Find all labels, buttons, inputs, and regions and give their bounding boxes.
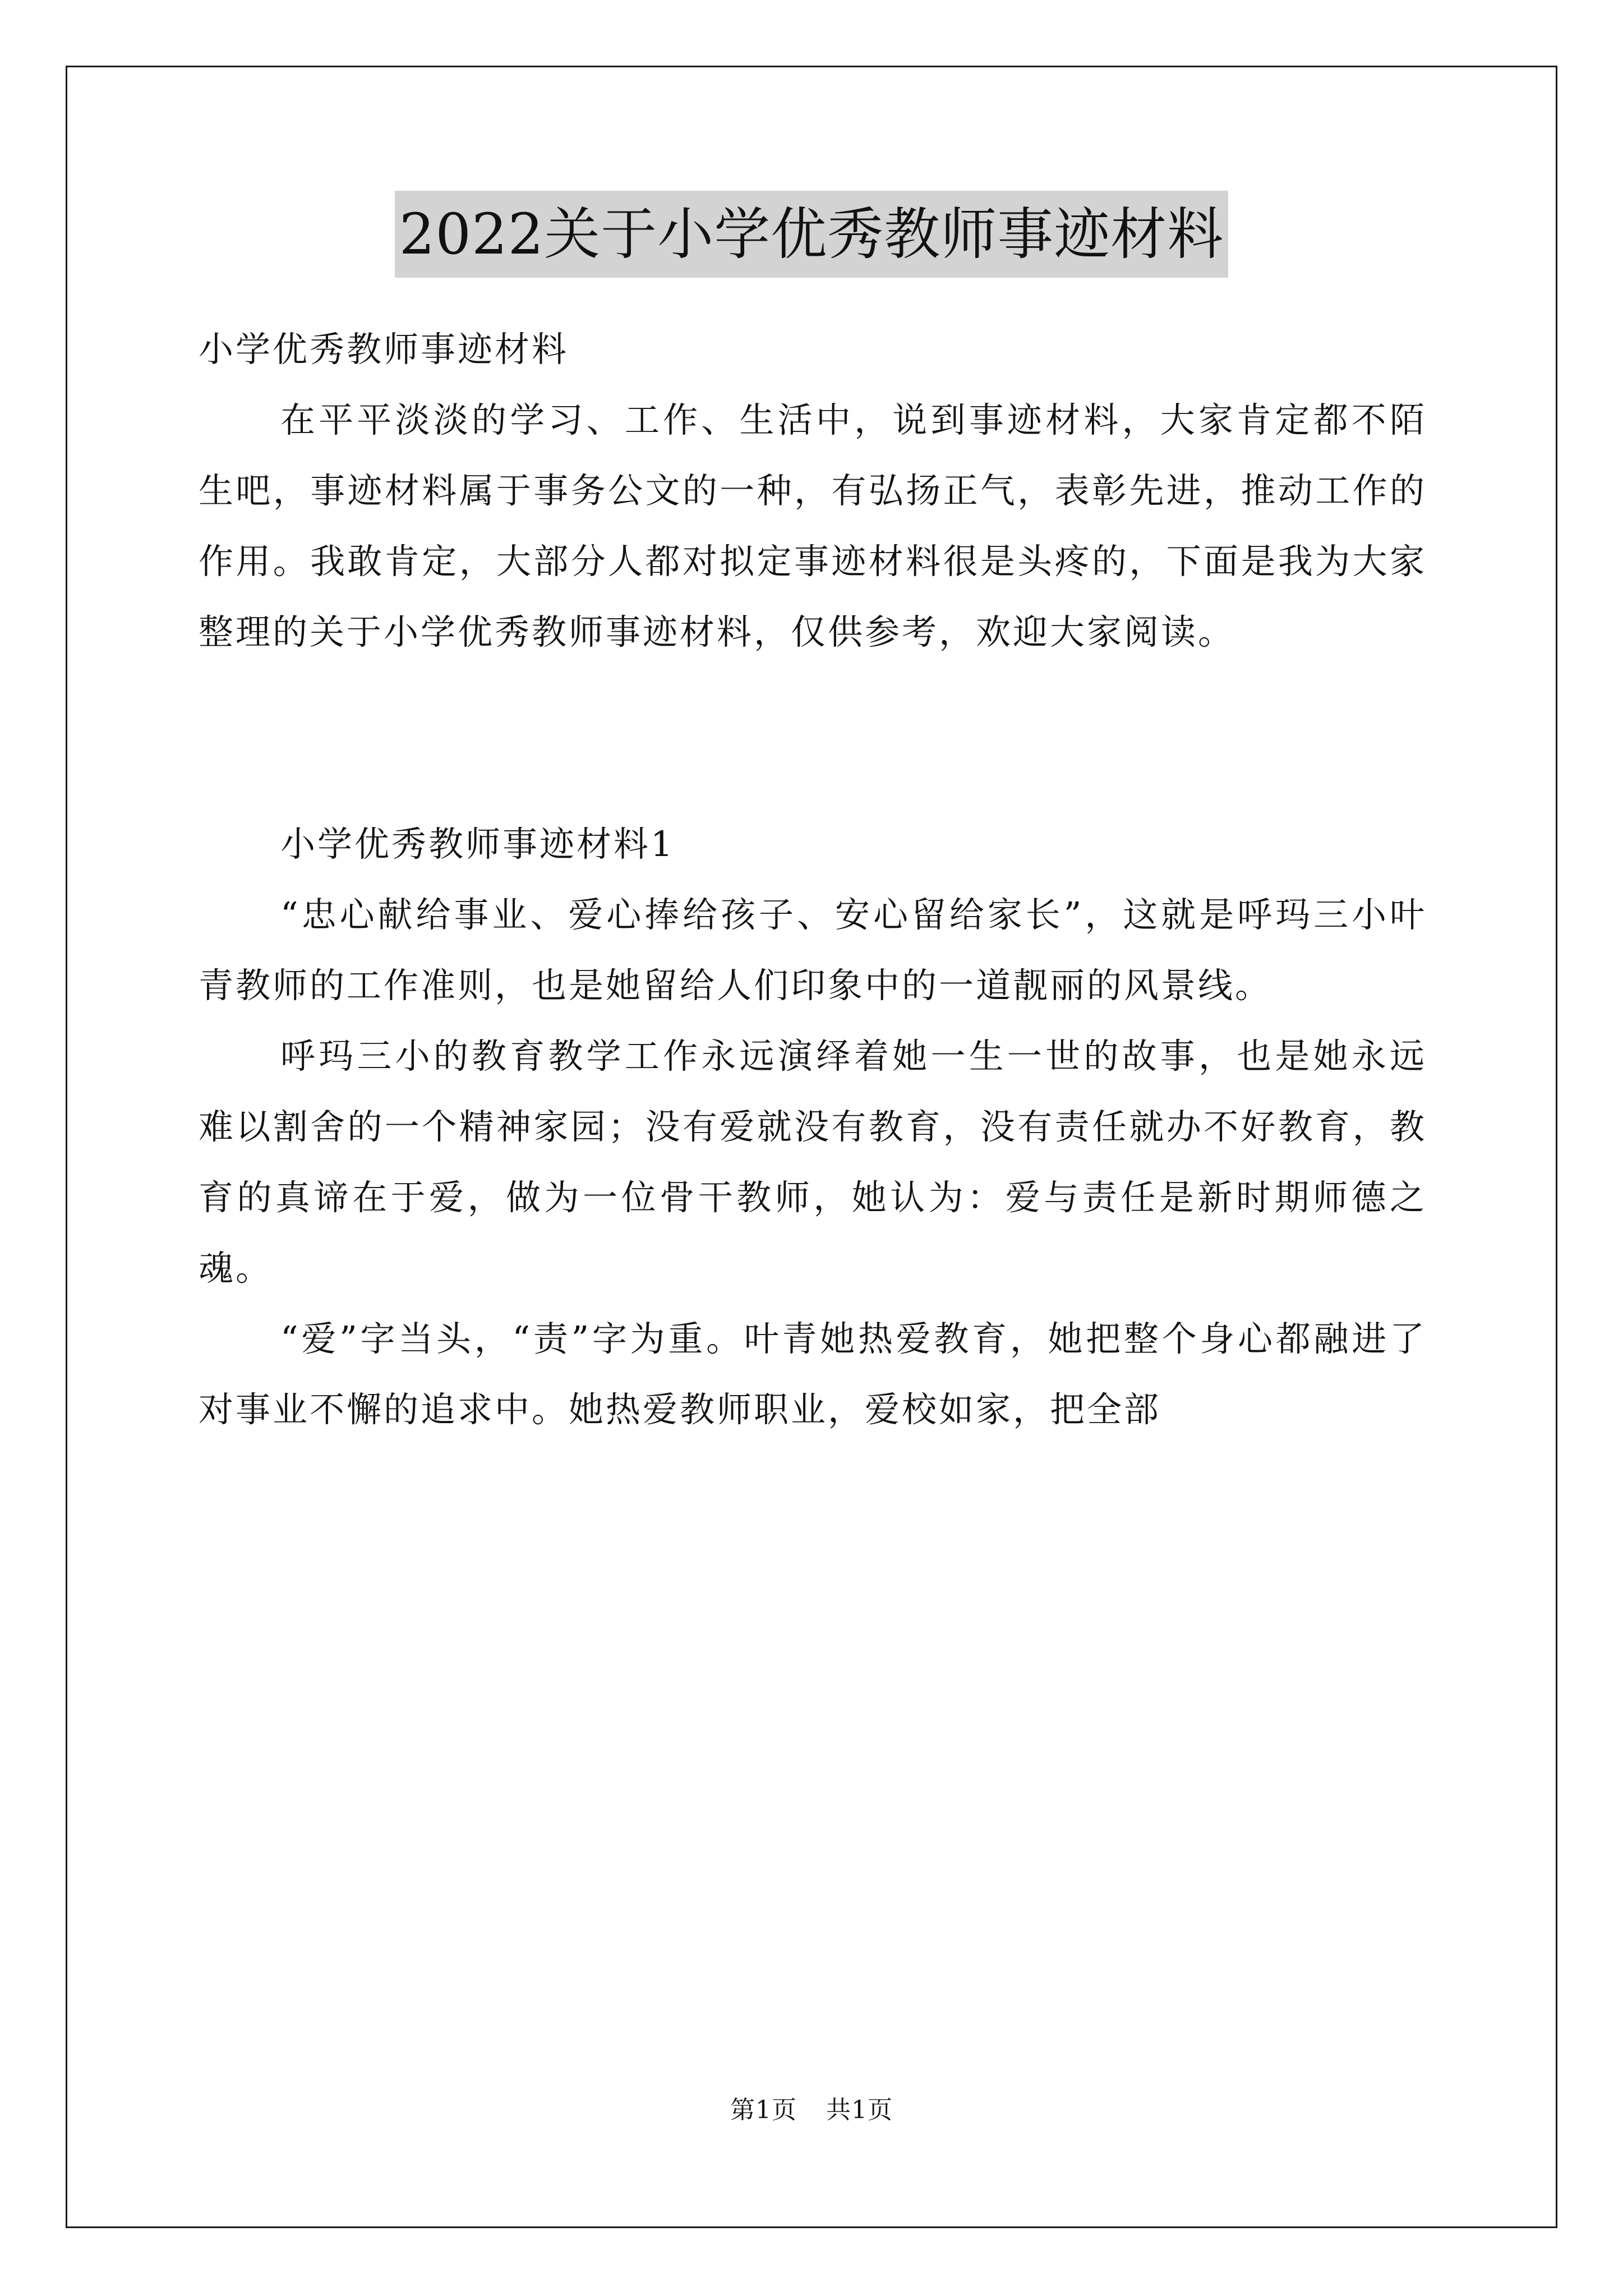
- intro-paragraph: 在平平淡淡的学习、工作、生活中，说到事迹材料，大家肯定都不陌生吧，事迹材料属于事务公文的一种，有弘扬正气，表彰先进，推动工作的作用。我敢肯定，大部分人都对拟定事迹材料很是头疼的，下面是我为大家整理的关于小学优秀教师事迹材料，仅供参考，欢迎大家阅读。: [199, 399, 1427, 652]
- page-number: 第1页: [730, 2096, 797, 2124]
- document-body: [199, 314, 1427, 1445]
- page-total: 共1页: [826, 2096, 893, 2124]
- document-subtitle: 小学优秀教师事迹材料: [199, 329, 569, 370]
- page-footer: [0, 2090, 1623, 2125]
- document-title: 2022关于小学优秀教师事迹材料: [395, 191, 1229, 278]
- section-spacer: [199, 668, 1427, 809]
- body-paragraph: “爱”字当头，“责”字为重。叶青她热爱教育，她把整个身心都融进了对事业不懈的追求中。她热爱教师职业，爱校如家，把全部: [199, 1318, 1427, 1430]
- body-paragraph: 呼玛三小的教育教学工作永远演绎着她一生一世的故事，也是她永远难以割舍的一个精神家园；没有爱就没有教育，没有责任就办不好教育，教育的真谛在于爱，做为一位骨干教师，她认为：爱与责任是新时期师德之魂。: [199, 1036, 1427, 1289]
- title-container: [0, 191, 1623, 278]
- section-heading: 小学优秀教师事迹材料1: [280, 823, 675, 864]
- body-paragraph: “忠心献给事业、爱心捧给孩子、安心留给家长”，这就是呼玛三小叶青教师的工作准则，也是她留给人们印象中的一道靓丽的风景线。: [199, 894, 1427, 1006]
